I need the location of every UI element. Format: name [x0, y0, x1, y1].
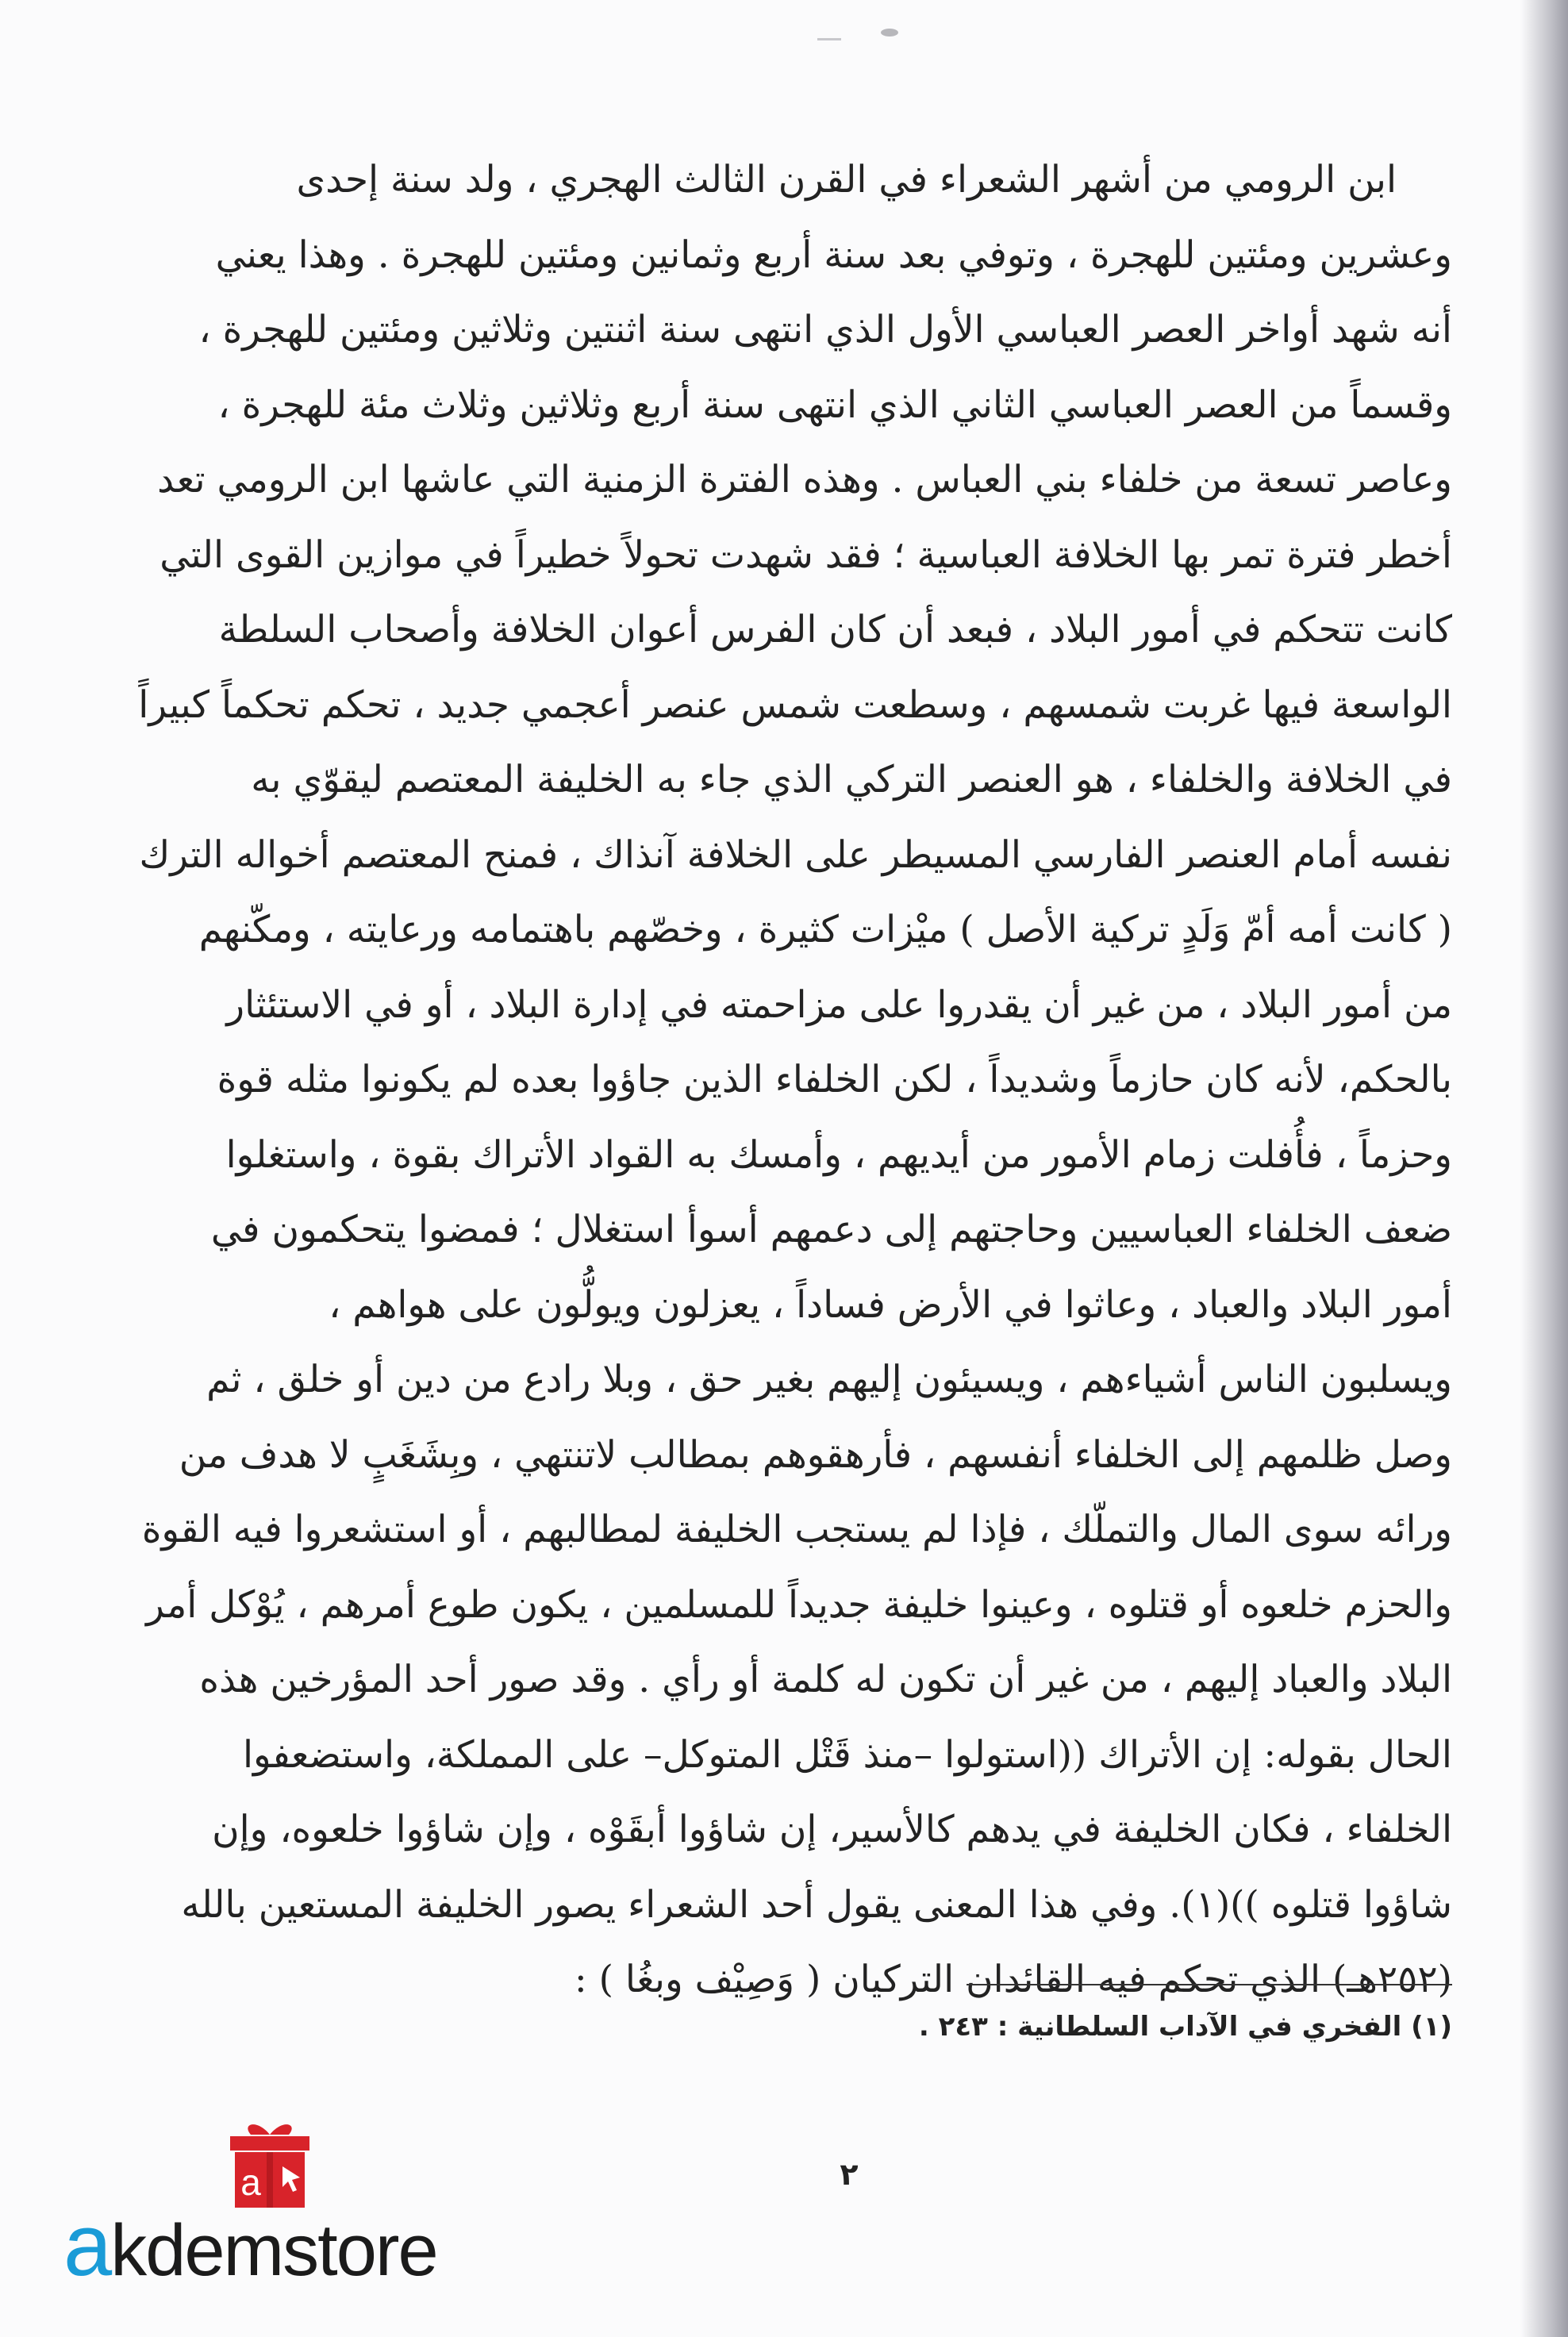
text-line-6: أخطر فترة تمر بها الخلافة العباسية ؛ فقد شهدت تحولاً خطيراً في موازين القوى التي: [159, 532, 1452, 577]
brand-a: a: [63, 2197, 111, 2294]
text-line-21: البلاد والعباد إليهم ، من غير أن تكون له كلمة أو رأي . وقد صور أحد المؤرخين هذه: [199, 1658, 1452, 1701]
akdemstore-logo: [63, 2111, 508, 2294]
text-line-10: نفسه أمام العنصر الفارسي المسيطر على الخلافة آنذاك ، فمنح المعتصم أخواله الترك: [139, 832, 1452, 877]
text-line-7: كانت تتحكم في أمور البلاد ، فبعد أن كان الفرس أعوان الخلافة وأصحاب السلطة: [218, 608, 1452, 652]
text-line-18: وصل ظلمهم إلى الخلفاء أنفسهم ، فأرهقوهم بمطالب لاتنتهي ، وبِشَغَبٍ لا هدف من: [179, 1432, 1452, 1477]
page-number: ٢: [840, 2157, 859, 2192]
scan-mark: [817, 38, 841, 40]
gift-box-icon: [222, 2117, 317, 2212]
text-line-23: الخلفاء ، فكان الخليفة في يدهم كالأسير، إن شاؤوا أبقَوْه ، وإن شاؤوا خلعوه، وإن: [212, 1808, 1452, 1851]
text-line-16: أمور البلاد والعباد ، وعاثوا في الأرض فساداً ، يعزلون ويولُّون على هواهم ،: [329, 1282, 1452, 1327]
text-line-22: الحال بقوله: إن الأتراك ((استولوا –منذ قَتْل المتوكل– على المملكة، واستضعفوا: [242, 1732, 1452, 1777]
text-line-1: ابن الرومي من أشهر الشعراء في القرن الثالث الهجري ، ولد سنة إحدى: [296, 158, 1397, 202]
text-line-5: وعاصر تسعة من خلفاء بني العباس . وهذه الفترة الزمنية التي عاشها ابن الرومي تعد: [157, 458, 1452, 502]
page-edge-shadow: [1520, 0, 1568, 2337]
text-line-12: من أمور البلاد ، من غير أن يقدروا على مزاحمته في إدارة البلاد ، أو في الاستئثار: [226, 982, 1452, 1027]
text-line-3: أنه شهد أواخر العصر العباسي الأول الذي انتهى سنة اثنتين وثلاثين ومئتين للهجرة ،: [198, 308, 1452, 352]
footnote: (١) الفخري في الآداب السلطانية : ٢٤٣ .: [918, 2011, 1452, 2043]
text-line-20: والحزم خلعوه أو قتلوه ، وعينوا خليفة جديداً للمسلمين ، يكون طوع أمرهم ، يُوْكل أمر: [146, 1582, 1452, 1627]
text-line-17: ويسلبون الناس أشياءهم ، ويسيئون إليهم بغير حق ، وبلا رادع من دين أو خلق ، ثم: [206, 1358, 1452, 1401]
text-line-9: في الخلافة والخلفاء ، هو العنصر التركي الذي جاء به الخليفة المعتصم ليقوّي به: [251, 758, 1452, 801]
text-line-8: الواسعة فيها غربت شمسهم ، وسطعت شمس عنصر أعجمي جديد ، تحكم تحكماً كبيراً: [138, 682, 1452, 727]
text-line-24: شاؤوا قتلوه ))(١). وفي هذا المعنى يقول أحد الشعراء يصور الخليفة المستعين بالله: [181, 1882, 1452, 1927]
text-line-13: بالحكم، لأنه كان حازماً وشديداً ، لكن الخلفاء الذين جاؤوا بعده لم يكونوا مثله قوة: [217, 1058, 1452, 1101]
brand-rest: kdemstore: [110, 2210, 437, 2291]
text-line-14: وحزماً ، فأُفلت زمام الأمور من أيديهم ، وأمسك به القواد الأتراك بقوة ، واستغلوا: [225, 1132, 1452, 1177]
text-line-25: (٢٥٢هـ) الذي تحكم فيه القائدان التركيان ( وَصِيْف وبغُا ) :: [574, 1958, 1452, 2001]
text-line-4: وقسماً من العصر العباسي الثاني الذي انتهى سنة أربع وثلاثين وثلاث مئة للهجرة ،: [217, 382, 1452, 427]
text-line-11: ( كانت أمه أمّ وَلَدٍ تركية الأصل ) ميْزات كثيرة ، وخصّهم باهتمامه ورعايته ، ومكّنهم: [198, 908, 1452, 951]
text-line-15: ضعف الخلفاء العباسيين وحاجتهم إلى دعمهم أسوأ استغلال ؛ فمضوا يتحكمون في: [210, 1208, 1452, 1251]
body-text: [138, 143, 1452, 2018]
text-line-19: ورائه سوى المال والتملّك ، فإذا لم يستجب الخليفة لمطالبهم ، أو استشعروا فيه القوة: [141, 1508, 1452, 1551]
text-line-2: وعشرين ومئتين للهجرة ، وتوفي بعد سنة أربع وثمانين ومئتين للهجرة . وهذا يعني: [215, 233, 1452, 277]
scan-speck: [881, 29, 898, 37]
brand-wordmark: [63, 2197, 437, 2294]
footnote-separator: [967, 1984, 1452, 1985]
box-glyph: a: [240, 2162, 261, 2203]
